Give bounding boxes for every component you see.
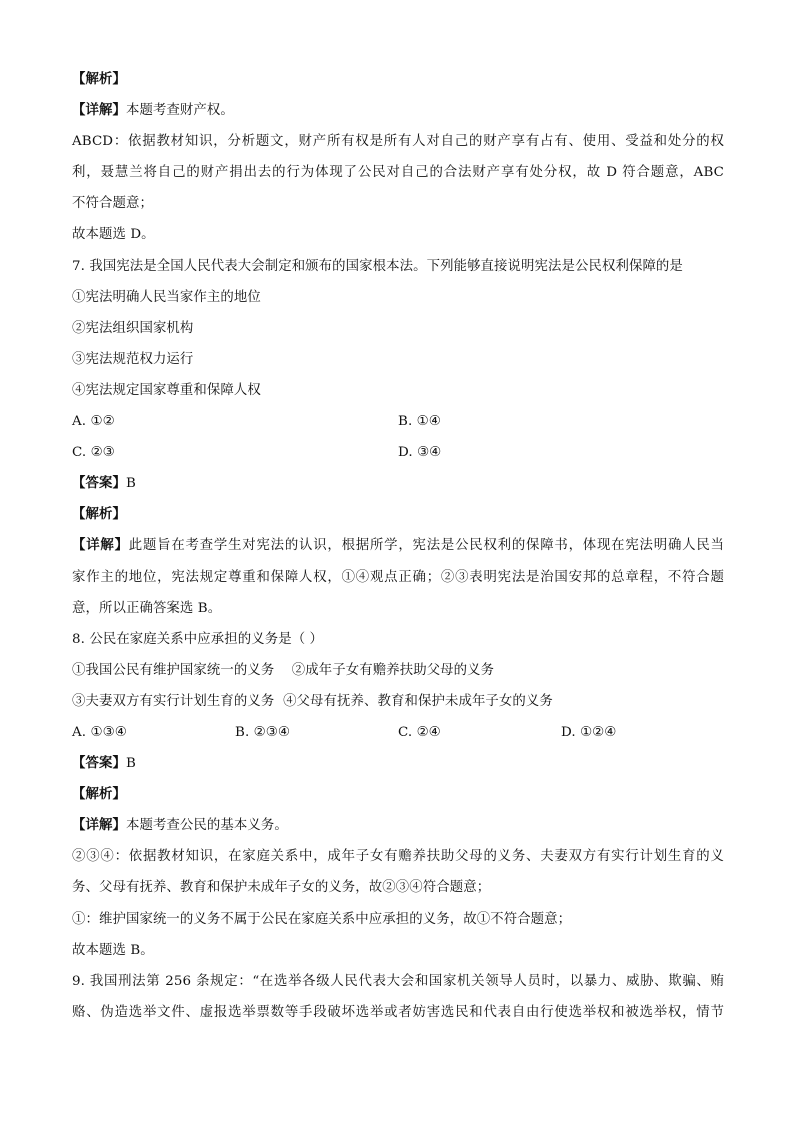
detail-line [72,95,724,126]
explanation-line: ABCD：依据教材知识，分析题文，财产所有权是所有人对自己的财产享有占有、使用、受益和处分的权 [72,134,724,150]
document-content [72,64,724,1028]
question-7-options-row [72,437,724,468]
question-8-stem: 8. 公民在家庭关系中应承担的义务是（ ） [72,631,324,647]
question-7-item: ④宪法规定国家尊重和保障人权 [72,382,261,398]
option-a: A. ①② [72,414,115,430]
question-8-items: ③夫妻双方有实行计划生育的义务 ④父母有抚养、教育和保护未成年子女的义务 [72,693,553,709]
explanation-line: ①：维护国家统一的义务不属于公民在家庭关系中应承担的义务，故①不符合题意； [72,911,572,927]
option-c: C. ②④ [398,724,441,740]
detail-tag: 【详解】 [72,817,126,834]
question-7-item: ①宪法明确人民当家作主的地位 [72,289,261,305]
analysis-heading: 【解析】 [72,71,126,87]
option-d: D. ①②④ [561,724,617,740]
explanation-line: 务、父母有抚养、教育和保护未成年子女的义务，故②③④符合题意； [72,880,491,896]
detail-tag: 【详解】 [72,537,129,554]
question-9-stem: 9. 我国刑法第 256 条规定：“在选举各级人民代表大会和国家机关领导人员时，以暴力、威胁、欺骗、贿 [72,973,724,989]
detail-tag: 【详解】 [72,102,126,119]
option-a: A. ①③④ [72,724,127,740]
option-d: D. ③④ [398,445,442,461]
option-b: B. ②③④ [235,724,290,740]
detail-text: 此题旨在考查学生对宪法的认识，根据所学，宪法是公民权利的保障书，体现在宪法明确人民当 [128,538,724,554]
option-c: C. ②③ [72,445,115,461]
question-7-options-row [72,406,724,437]
answer-tag: 【答案】 [72,755,126,772]
explanation-line: 利，聂慧兰将自己的财产捐出去的行为体现了公民对自己的合法财产享有处分权，故 D 符合题意，ABC [72,165,724,181]
explanation-line: ②③④：依据教材知识，在家庭关系中，成年子女有赡养扶助父母的义务、夫妻双方有实行计划生育的义 [72,849,724,865]
option-b: B. ①④ [398,414,441,430]
answer-line [72,468,724,499]
detail-line [72,810,724,841]
question-7-item: ③宪法规范权力运行 [72,351,194,367]
question-9-stem: 赂、伪造选举文件、虚报选举票数等手段破坏选举或者妨害选民和代表自由行使选举权和被选举权，情节 [72,1004,724,1020]
question-8-items: ①我国公民有维护国家统一的义务 ②成年子女有赡养扶助父母的义务 [72,662,495,678]
question-7-stem: 7. 我国宪法是全国人民代表大会制定和颁布的国家根本法。下列能够直接说明宪法是公民权利保障的是 [72,258,683,274]
analysis-heading: 【解析】 [72,506,126,523]
answer-value: B [125,756,136,772]
answer-tag: 【答案】 [72,475,126,492]
detail-text: 本题考查财产权。 [125,103,234,119]
explanation-line: 不符合题意； [72,196,153,212]
question-7-item: ②宪法组织国家机构 [72,320,194,336]
detail-line: 家作主的地位，宪法规定尊重和保障人权，①④观点正确；②③表明宪法是治国安邦的总章程，不符合题 [72,569,724,585]
detail-line: 意，所以正确答案选 B。 [72,600,222,616]
conclusion-line: 故本题选 B。 [72,942,154,958]
detail-text: 本题考查公民的基本义务。 [125,818,288,834]
answer-line [72,748,724,779]
question-8-options-row [72,717,724,748]
detail-line [72,530,724,561]
analysis-heading: 【解析】 [72,786,126,803]
answer-value: B [125,476,136,492]
conclusion-line: 故本题选 D。 [72,227,155,243]
